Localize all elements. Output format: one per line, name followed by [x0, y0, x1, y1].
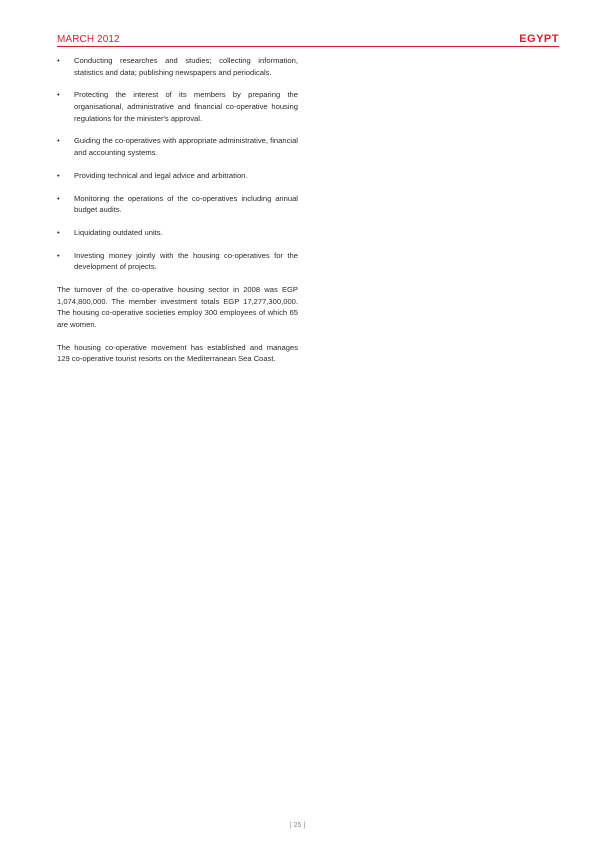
- header-country: EGYPT: [519, 33, 559, 45]
- bullet-dot: •: [57, 136, 60, 146]
- list-item-text: Conducting researches and studies; collecting information, statistics and data; publishing newspapers and periodicals.: [74, 56, 298, 77]
- list-item: [57, 193, 298, 216]
- page-header: [57, 34, 559, 46]
- paragraph-resorts: The housing co-operative movement has established and manages 129 co-operative tourist resorts on the Mediterranean Sea Coast.: [57, 342, 298, 364]
- list-item: [57, 227, 298, 239]
- header-date: MARCH 2012: [57, 34, 120, 45]
- bullet-dot: •: [57, 170, 60, 180]
- list-item: [57, 170, 298, 182]
- list-item: [57, 250, 298, 273]
- list-item: [57, 55, 298, 78]
- page-number: | 25 |: [289, 822, 306, 829]
- bullet-dot: •: [57, 56, 60, 65]
- paragraph-turnover: The turnover of the co-operative housing sector in 2008 was EGP 1,074,800,000. The member investment totals EGP 17,277,300,000. The housing co-operative societies employ 300 employees of which 65 are women.: [57, 285, 298, 329]
- list-item-text: Liquidating outdated units.: [74, 227, 163, 237]
- bullet-list: [57, 55, 298, 273]
- bullet-dot: •: [57, 193, 60, 203]
- list-item-text: Guiding the co-operatives with appropriate administrative, financial and accounting systems.: [74, 136, 298, 157]
- bullet-dot: •: [57, 227, 60, 237]
- bullet-dot: •: [57, 250, 60, 260]
- list-item-text: Investing money jointly with the housing co-operatives for the development of projects.: [74, 250, 298, 272]
- list-item-text: Monitoring the operations of the co-operatives including annual budget audits.: [74, 193, 298, 215]
- list-item: [57, 89, 298, 124]
- header-rule: [57, 46, 559, 47]
- bullet-dot: •: [57, 90, 60, 100]
- list-item-text: Providing technical and legal advice and arbitration.: [74, 170, 248, 180]
- main-content: [57, 55, 298, 376]
- list-item-text: Protecting the interest of its members by preparing the organisational, administrative and financial co-operative housing regulations for the minister's approval.: [74, 90, 298, 123]
- list-item: [57, 135, 298, 158]
